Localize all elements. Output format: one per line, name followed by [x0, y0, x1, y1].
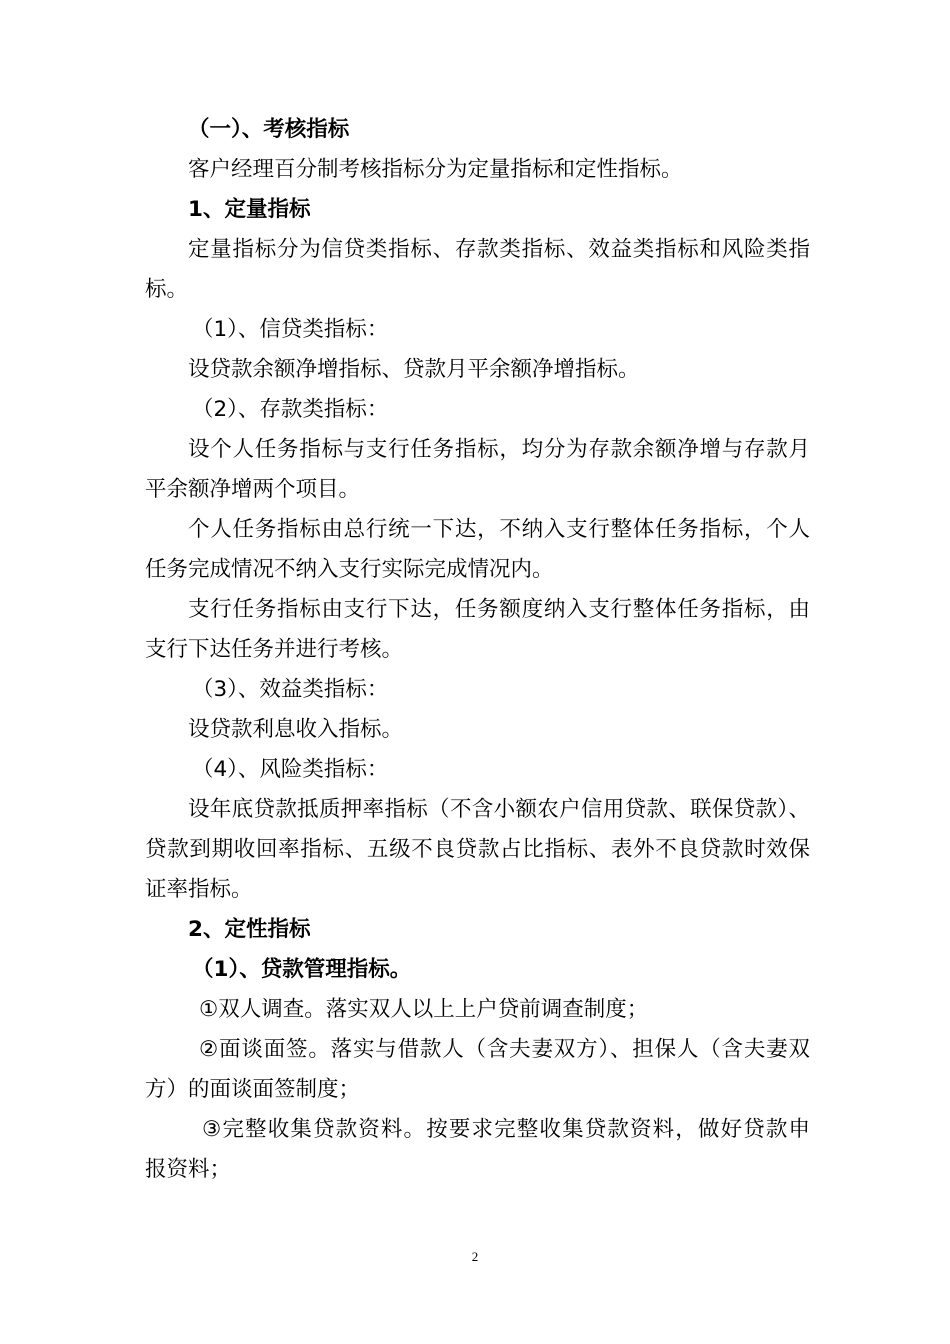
- risk-text-line-1: 设年底贷款抵质押率指标（不含小额农户信用贷款、联保贷款）、: [188, 797, 810, 822]
- deposit-p1-line-2: 平余额净增两个项目。: [145, 477, 361, 502]
- credit-indicators-text: 设贷款余额净增指标、贷款月平余额净增指标。: [188, 357, 640, 382]
- credit-indicators-title: （1）、信贷类指标：: [192, 317, 389, 342]
- page-number: 2: [471, 1249, 479, 1264]
- benefit-indicators-text: 设贷款利息收入指标。: [188, 717, 404, 742]
- risk-text-line-2: 贷款到期收回率指标、五级不良贷款占比指标、表外不良贷款时效保: [145, 837, 810, 862]
- deposit-indicators-title: （2）、存款类指标：: [192, 397, 389, 422]
- heading-qualitative-indicators: 2、定性指标: [188, 917, 311, 942]
- loan-item-2-line-2: 方）的面谈面签制度；: [145, 1077, 361, 1102]
- loan-item-2-line-1: ②面谈面签。落实与借款人（含夫妻双方）、担保人（含夫妻双: [199, 1037, 810, 1062]
- deposit-p1-line-1: 设个人任务指标与支行任务指标，均分为存款余额净增与存款月: [188, 437, 810, 462]
- quant-intro-line-1: 定量指标分为信贷类指标、存款类指标、效益类指标和风险类指: [188, 237, 810, 262]
- loan-item-3-line-2: 报资料；: [145, 1157, 232, 1182]
- quant-intro-line-2: 标。: [145, 277, 189, 302]
- section-heading-assessment-indicators: （一）、考核指标: [188, 117, 350, 142]
- deposit-p3-line-2: 支行下达任务并进行考核。: [145, 637, 404, 662]
- deposit-p2-line-2: 任务完成情况不纳入支行实际完成情况内。: [145, 557, 554, 582]
- loan-item-3-line-1: ③完整收集贷款资料。按要求完整收集贷款资料，做好贷款申: [202, 1117, 810, 1142]
- loan-item-1: ①双人调查。落实双人以上上户贷前调查制度；: [199, 997, 649, 1022]
- risk-text-line-3: 证率指标。: [145, 877, 253, 902]
- risk-indicators-title: （4）、风险类指标：: [192, 757, 389, 782]
- loan-management-title: （1）、贷款管理指标。: [192, 957, 412, 982]
- benefit-indicators-title: （3）、效益类指标：: [192, 677, 389, 702]
- heading-quantitative-indicators: 1、定量指标: [188, 197, 311, 222]
- intro-paragraph: 客户经理百分制考核指标分为定量指标和定性指标。: [188, 157, 683, 182]
- deposit-p3-line-1: 支行任务指标由支行下达，任务额度纳入支行整体任务指标，由: [188, 597, 810, 622]
- deposit-p2-line-1: 个人任务指标由总行统一下达，不纳入支行整体任务指标，个人: [188, 517, 810, 542]
